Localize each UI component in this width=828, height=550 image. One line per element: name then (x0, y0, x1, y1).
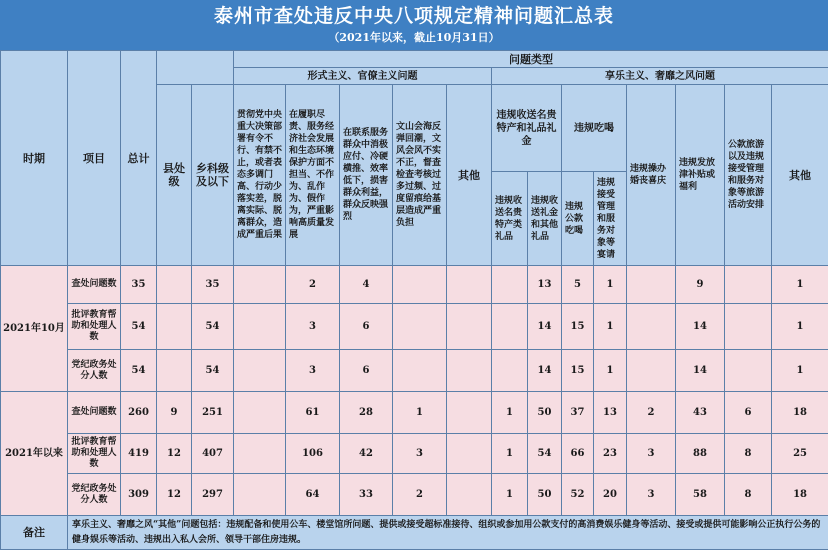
header-formalism-other: 其他 (447, 85, 492, 266)
table-row (1, 266, 828, 304)
data-cell: 3 (286, 304, 340, 350)
data-cell (157, 350, 192, 392)
table-row (1, 304, 828, 350)
data-cell: 54 (121, 304, 157, 350)
data-cell (447, 392, 492, 434)
page-subtitle: （2021年以来，截止10月31日） (0, 30, 828, 46)
data-cell: 50 (528, 392, 562, 434)
header-formalism-4: 文山会海反弹回潮，文风会风不实不正，督查检查考核过多过频、过度留痕给基层造成严重负担 (393, 85, 447, 266)
data-cell: 33 (340, 474, 393, 516)
table-row (1, 474, 828, 516)
data-cell: 1 (772, 304, 828, 350)
data-cell: 3 (286, 350, 340, 392)
data-cell: 54 (192, 304, 234, 350)
data-cell: 14 (528, 350, 562, 392)
data-cell: 9 (157, 392, 192, 434)
data-cell: 14 (528, 304, 562, 350)
data-cell: 64 (286, 474, 340, 516)
data-cell (447, 266, 492, 304)
data-cell: 1 (772, 350, 828, 392)
header-item: 项目 (68, 51, 121, 266)
data-cell (725, 266, 772, 304)
data-cell (393, 350, 447, 392)
header-gift: 违规收送名贵特产和礼品礼金 (492, 85, 562, 172)
header-allowance: 违规发放津补贴或福利 (676, 85, 725, 266)
data-cell: 28 (340, 392, 393, 434)
data-cell: 15 (562, 350, 594, 392)
data-cell: 88 (676, 434, 725, 474)
data-cell: 23 (594, 434, 627, 474)
data-cell: 13 (594, 392, 627, 434)
data-cell: 106 (286, 434, 340, 474)
note-label: 备注 (1, 516, 68, 550)
header-hedonism: 享乐主义、奢靡之风问题 (492, 68, 828, 85)
row-item-label: 批评教育帮助和处理人数 (68, 434, 121, 474)
data-cell: 52 (562, 474, 594, 516)
header-total: 总计 (121, 51, 157, 266)
data-cell (234, 350, 286, 392)
header-formalism-3: 在联系服务群众中消极应付、冷硬横推、效率低下，损害群众利益，群众反映强烈 (340, 85, 393, 266)
data-cell: 25 (772, 434, 828, 474)
data-cell (157, 304, 192, 350)
data-cell: 54 (121, 350, 157, 392)
summary-table (0, 50, 828, 550)
data-cell: 309 (121, 474, 157, 516)
header-formalism: 形式主义、官僚主义问题 (234, 68, 492, 85)
data-cell (627, 350, 676, 392)
data-cell (627, 304, 676, 350)
header-eating: 违规吃喝 (562, 85, 627, 172)
data-cell: 12 (157, 434, 192, 474)
data-cell: 13 (528, 266, 562, 304)
data-cell: 35 (121, 266, 157, 304)
data-cell (234, 434, 286, 474)
data-cell: 1 (393, 392, 447, 434)
data-cell: 18 (772, 474, 828, 516)
data-cell: 50 (528, 474, 562, 516)
data-cell: 1 (594, 350, 627, 392)
data-cell: 15 (562, 304, 594, 350)
data-cell: 3 (627, 474, 676, 516)
data-cell: 18 (772, 392, 828, 434)
data-cell: 1 (772, 266, 828, 304)
row-item-label: 批评教育帮助和处理人数 (68, 304, 121, 350)
row-item-label: 查处问题数 (68, 266, 121, 304)
data-cell: 6 (725, 392, 772, 434)
header-wedding: 违规操办婚丧喜庆 (627, 85, 676, 266)
data-cell (234, 392, 286, 434)
data-cell: 2 (627, 392, 676, 434)
data-cell (234, 266, 286, 304)
data-cell: 407 (192, 434, 234, 474)
data-cell: 3 (627, 434, 676, 474)
data-cell: 14 (676, 304, 725, 350)
table-row (1, 434, 828, 474)
data-cell (492, 266, 528, 304)
header-eat-banquet: 违规接受管理和服务对象等宴请 (594, 172, 627, 266)
table-row (1, 350, 828, 392)
row-item-label: 查处问题数 (68, 392, 121, 434)
row-item-label: 党纪政务处分人数 (68, 350, 121, 392)
data-cell: 1 (492, 474, 528, 516)
data-cell (492, 350, 528, 392)
header-blank (157, 51, 234, 85)
data-cell: 1 (492, 434, 528, 474)
note-text: 享乐主义、奢靡之风“其他”问题包括：违规配备和使用公车、楼堂馆所问题、提供或接受超标准接待、组织或参加用公款支付的高消费娱乐健身等活动、接受或提供可能影响公正执行公务的健身娱乐等活动、违规出入私人会所、领导干部住房违规。 (68, 516, 828, 550)
header-township-level: 乡科级及以下 (192, 85, 234, 266)
data-cell: 9 (676, 266, 725, 304)
data-cell (492, 304, 528, 350)
data-cell: 6 (340, 304, 393, 350)
data-cell: 61 (286, 392, 340, 434)
data-cell: 4 (340, 266, 393, 304)
data-cell: 5 (562, 266, 594, 304)
header-eat-public: 违规公款吃喝 (562, 172, 594, 266)
data-cell (725, 304, 772, 350)
header-problem-type: 问题类型 (234, 51, 828, 68)
header-county-level: 县处级 (157, 85, 192, 266)
data-cell: 1 (594, 266, 627, 304)
data-cell (447, 434, 492, 474)
data-cell: 54 (192, 350, 234, 392)
header-formalism-1: 贯彻党中央重大决策部署有令不行、有禁不止，或者表态多调门高、行动少落实差，脱离实际、脱离群众，造成严重后果 (234, 85, 286, 266)
data-cell (447, 304, 492, 350)
data-cell: 2 (286, 266, 340, 304)
header-travel: 公款旅游以及违规接受管理和服务对象等旅游活动安排 (725, 85, 772, 266)
period-label: 2021年10月 (1, 266, 68, 392)
data-cell (234, 474, 286, 516)
header-gift-cash: 违规收送礼金和其他礼品 (528, 172, 562, 266)
data-cell: 43 (676, 392, 725, 434)
header-hedonism-other: 其他 (772, 85, 828, 266)
data-cell (393, 266, 447, 304)
data-cell: 66 (562, 434, 594, 474)
data-cell (157, 266, 192, 304)
data-cell: 260 (121, 392, 157, 434)
data-cell: 58 (676, 474, 725, 516)
data-cell: 1 (492, 392, 528, 434)
data-cell (393, 304, 447, 350)
header-gift-specialty: 违规收送名贵特产类礼品 (492, 172, 528, 266)
header-period: 时期 (1, 51, 68, 266)
period-label: 2021年以来 (1, 392, 68, 516)
data-cell (447, 474, 492, 516)
title-banner (0, 0, 828, 50)
data-cell: 1 (594, 304, 627, 350)
data-cell: 6 (340, 350, 393, 392)
data-cell: 35 (192, 266, 234, 304)
table-row (1, 392, 828, 434)
data-cell: 54 (528, 434, 562, 474)
data-cell (447, 350, 492, 392)
data-cell: 2 (393, 474, 447, 516)
data-cell: 37 (562, 392, 594, 434)
header-formalism-2: 在履职尽责、服务经济社会发展和生态环境保护方面不担当、不作为、乱作为、假作为，严重影响高质量发展 (286, 85, 340, 266)
data-cell: 14 (676, 350, 725, 392)
data-cell: 251 (192, 392, 234, 434)
row-item-label: 党纪政务处分人数 (68, 474, 121, 516)
data-cell (725, 350, 772, 392)
page-title: 泰州市查处违反中央八项规定精神问题汇总表 (0, 0, 828, 30)
data-cell (234, 304, 286, 350)
data-cell: 3 (393, 434, 447, 474)
data-cell: 297 (192, 474, 234, 516)
data-cell: 12 (157, 474, 192, 516)
data-cell: 8 (725, 434, 772, 474)
data-cell: 419 (121, 434, 157, 474)
data-cell: 42 (340, 434, 393, 474)
data-cell: 20 (594, 474, 627, 516)
data-cell: 8 (725, 474, 772, 516)
data-cell (627, 266, 676, 304)
